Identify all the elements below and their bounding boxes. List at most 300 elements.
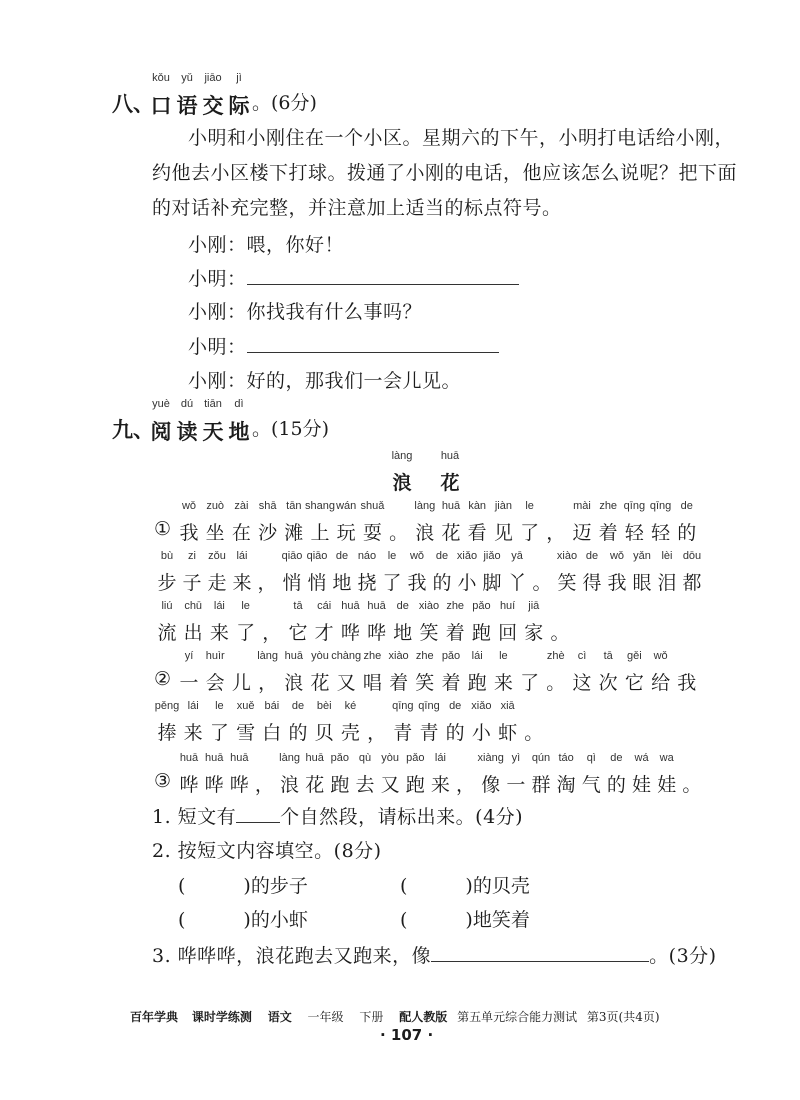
pinyin: huā (341, 600, 360, 612)
pinyin: bái (264, 700, 280, 712)
question-3-prefix: 3. 哗哗哗，浪花跑去又跑来，像 (152, 945, 432, 967)
hanzi: 玩 (336, 522, 356, 544)
hanzi: 跑 (471, 622, 491, 644)
hanzi: 小 (457, 572, 477, 594)
hanzi: 虾 (498, 722, 518, 744)
pinyin: xiǎo (471, 700, 492, 712)
pinyin: wá (634, 752, 649, 764)
pinyin: huā (230, 752, 249, 764)
hanzi: 青 (419, 722, 439, 744)
hanzi: 交 (202, 94, 224, 118)
hanzi: 的 (677, 522, 697, 544)
pinyin: ké (344, 700, 357, 712)
fill-item-text: 的小虾 (250, 909, 308, 931)
close-bracket: ) (243, 909, 251, 931)
pinyin: jiàn (494, 500, 512, 512)
hanzi: 才 (314, 622, 334, 644)
pinyin: cái (317, 600, 332, 612)
hanzi: 跑 (405, 774, 425, 796)
hanzi: 花 (310, 672, 330, 694)
fill-item-2[interactable] (400, 871, 530, 898)
pinyin: làng (257, 650, 278, 662)
fill-item-3[interactable] (178, 905, 308, 932)
pinyin: le (499, 650, 508, 662)
hanzi: 得 (582, 572, 602, 594)
question-3 (152, 941, 717, 968)
question-1-prefix: 1. 短文有 (152, 806, 237, 828)
hanzi: 。 (550, 622, 570, 644)
question-3-suffix: 。(3分) (649, 945, 717, 967)
paragraph-marker: ③ (154, 770, 172, 792)
hanzi: 唱 (362, 672, 382, 694)
hanzi: 壳 (340, 722, 360, 744)
pinyin: zhe (363, 650, 382, 662)
pinyin: de (335, 550, 349, 562)
question-1-suffix: 个自然段，请标出来。(4分) (280, 806, 524, 828)
ruby-cell (549, 600, 571, 644)
hanzi: 小 (471, 722, 491, 744)
hanzi: 我 (607, 572, 627, 594)
pinyin: qiāo (306, 550, 328, 562)
hanzi: 出 (183, 622, 203, 644)
pinyin: kàn (468, 500, 487, 512)
pinyin: cì (577, 650, 587, 662)
hanzi: 的 (432, 572, 452, 594)
pinyin: yǔ (181, 72, 193, 84)
hanzi: 又 (336, 672, 356, 694)
hanzi: 泪 (657, 572, 677, 594)
hanzi: 悄 (307, 572, 327, 594)
hanzi: 滩 (284, 522, 304, 544)
hanzi: 了 (520, 522, 540, 544)
hanzi: 来 (209, 622, 229, 644)
footer-brand: 百年学典 (130, 1010, 179, 1024)
hanzi: 去 (355, 774, 375, 796)
hanzi: 阅 (150, 420, 172, 444)
section-8-number: 八、 (112, 92, 154, 116)
pinyin: tiān (204, 398, 222, 410)
hanzi: 都 (682, 572, 702, 594)
pinyin: wǒ (409, 550, 425, 562)
hanzi: 一 (179, 672, 199, 694)
pinyin: le (525, 500, 534, 512)
hanzi: 笑 (557, 572, 577, 594)
hanzi: 来 (183, 722, 203, 744)
hanzi: 浪 (415, 522, 435, 544)
pinyin: de (610, 752, 623, 764)
ruby-cell (361, 500, 383, 544)
footer-bar (130, 1008, 660, 1025)
pinyin: zuò (206, 500, 225, 512)
ruby-cell (492, 650, 514, 694)
pinyin: jiǎo (483, 550, 501, 562)
ruby-cell (231, 550, 253, 594)
fill-item-1[interactable] (178, 871, 308, 898)
pinyin: xiào (388, 650, 409, 662)
footer-unit: 第五单元综合能力测试 (457, 1010, 578, 1024)
pinyin: kǒu (152, 72, 170, 84)
pinyin: pěng (154, 700, 180, 712)
footer-grade: 一年级 (307, 1010, 344, 1024)
pinyin: de (449, 700, 462, 712)
pinyin: yòu (311, 650, 329, 662)
pinyin: xiǎo (456, 550, 478, 562)
hanzi: 儿 (231, 672, 251, 694)
hanzi: 。 (546, 672, 566, 694)
hanzi: 淘 (556, 774, 576, 796)
hanzi: ， (456, 774, 476, 796)
hanzi: 际 (228, 94, 250, 118)
ruby-cell (523, 600, 545, 644)
hanzi: 笑 (415, 672, 435, 694)
hanzi: 在 (231, 522, 251, 544)
hanzi: 丫 (507, 572, 527, 594)
footer-edition: 配人教版 (399, 1010, 448, 1024)
hanzi: 步 (157, 572, 177, 594)
pinyin: qún (531, 752, 551, 764)
hanzi: 白 (262, 722, 282, 744)
question-2: 2. 按短文内容填空。(8分) (152, 840, 382, 862)
hanzi: 走 (207, 572, 227, 594)
hanzi: 。 (682, 774, 702, 796)
hanzi: 它 (288, 622, 308, 644)
pinyin: xiào (418, 600, 440, 612)
pinyin: wán (336, 500, 357, 512)
pinyin: pǎo (441, 650, 461, 662)
open-bracket: ( (400, 875, 408, 897)
pinyin: dú (180, 398, 194, 410)
hanzi: 了 (382, 572, 402, 594)
pinyin: huā (441, 500, 461, 512)
close-bracket: ) (465, 909, 473, 931)
close-bracket: ) (243, 875, 251, 897)
hanzi: 轻 (651, 522, 671, 544)
pinyin: de (680, 500, 693, 512)
hanzi: 沙 (258, 522, 278, 544)
pinyin: le (387, 550, 397, 562)
pinyin: shang (305, 500, 335, 512)
hanzi: 地 (332, 572, 352, 594)
pinyin: bù (160, 550, 174, 562)
hanzi: 。 (389, 522, 409, 544)
pinyin: wǒ (609, 550, 625, 562)
pinyin: de (291, 700, 305, 712)
hanzi: 。 (524, 722, 544, 744)
hanzi: 浪 (280, 774, 300, 796)
ruby-cell (339, 700, 361, 744)
ruby-cell (204, 650, 226, 694)
hanzi: 坐 (205, 522, 225, 544)
pinyin: náo (357, 550, 377, 562)
section-9-points: 。(15分) (252, 418, 330, 440)
pinyin: zhe (415, 650, 434, 662)
ruby-cell (228, 752, 250, 796)
hanzi: 着 (445, 622, 465, 644)
pinyin: bèi (316, 700, 332, 712)
hanzi: 悄 (282, 572, 302, 594)
hanzi: ， (258, 672, 278, 694)
pinyin: lái (434, 752, 446, 764)
hanzi: 次 (598, 672, 618, 694)
fill-item-4[interactable] (400, 905, 530, 932)
pinyin: qì (586, 752, 596, 764)
pinyin: chàng (331, 650, 362, 662)
hanzi: 跑 (330, 774, 350, 796)
pinyin: lái (213, 600, 225, 612)
hanzi: 轻 (624, 522, 644, 544)
hanzi: 我 (677, 672, 697, 694)
hanzi: 花 (441, 522, 461, 544)
pinyin: huìr (205, 650, 225, 662)
pinyin: táo (558, 752, 574, 764)
hanzi: 哗 (179, 774, 199, 796)
pinyin: yā (511, 550, 523, 562)
ruby-cell (429, 752, 451, 796)
pinyin: yì (511, 752, 521, 764)
hanzi: 的 (445, 722, 465, 744)
pinyin: qīng (623, 500, 646, 512)
dialogue-speaker: 小刚： (188, 370, 247, 392)
pinyin: zǒu (208, 550, 226, 562)
hanzi: 来 (232, 572, 252, 594)
paragraph-marker: ② (154, 668, 172, 690)
hanzi: 见 (493, 522, 513, 544)
section-8-intro-line-3: 的对话补充完整，并注意加上适当的标点符号。 (152, 197, 562, 219)
pinyin: zhe (599, 500, 618, 512)
hanzi: 我 (179, 522, 199, 544)
hanzi: 着 (441, 672, 461, 694)
pinyin: lái (471, 650, 483, 662)
pinyin: shā (258, 500, 277, 512)
hanzi: 捧 (157, 722, 177, 744)
dialogue-speaker: 小明： (188, 268, 247, 290)
pinyin: huā (367, 600, 386, 612)
pinyin: qīng (649, 500, 672, 512)
pinyin: zhe (446, 600, 465, 612)
hanzi: 了 (520, 672, 540, 694)
dialogue-speaker: 小刚： (188, 301, 247, 323)
close-bracket: ) (465, 875, 473, 897)
hanzi: 读 (176, 420, 198, 444)
hanzi: 花 (305, 774, 325, 796)
paragraph-count-blank[interactable] (236, 806, 280, 823)
hanzi: 哗 (340, 622, 360, 644)
hanzi: 语 (176, 94, 198, 118)
footer-term: 下册 (359, 1010, 384, 1024)
hanzi: 挠 (357, 572, 377, 594)
pinyin: jì (236, 72, 242, 84)
pinyin: de (396, 600, 409, 612)
pinyin: huā (284, 650, 303, 662)
fill-item-text: 地笑着 (472, 909, 530, 931)
pinyin: làng (414, 500, 436, 512)
pinyin: qiāo (281, 550, 303, 562)
pinyin: yuè (152, 398, 170, 410)
hanzi: 上 (310, 522, 330, 544)
dialogue-text: 喂，你好！ (246, 234, 345, 256)
pinyin: tān (286, 500, 302, 512)
fill-item-text: 的步子 (250, 875, 308, 897)
ruby-cell (506, 550, 528, 594)
pinyin: qù (358, 752, 372, 764)
hanzi: 一 (506, 774, 526, 796)
dialogue-speaker: 小明： (188, 336, 247, 358)
hanzi: 的 (606, 774, 626, 796)
hanzi: ， (254, 774, 274, 796)
hanzi: 流 (157, 622, 177, 644)
ruby-cell (681, 550, 703, 594)
hanzi: 笑 (419, 622, 439, 644)
hanzi: 花 (440, 472, 460, 494)
hanzi: 雪 (236, 722, 256, 744)
pinyin: yí (184, 650, 194, 662)
hanzi: 地 (393, 622, 413, 644)
pinyin: le (241, 600, 250, 612)
hanzi: 哗 (229, 774, 249, 796)
pinyin: le (215, 700, 224, 712)
ruby-cell (523, 700, 545, 744)
ruby-cell (519, 500, 541, 544)
hanzi: 浪 (392, 472, 412, 494)
pinyin: jiā (528, 600, 540, 612)
hanzi: 娃 (657, 774, 677, 796)
dialogue-text: 好的，那我们一会儿见。 (246, 370, 462, 392)
hanzi: 青 (393, 722, 413, 744)
pinyin: xiào (556, 550, 578, 562)
pinyin: jiāo (204, 72, 222, 84)
hanzi: 了 (236, 622, 256, 644)
hanzi: 天 (202, 420, 224, 444)
hanzi: 我 (407, 572, 427, 594)
pinyin: dì (234, 398, 244, 410)
pinyin: xiā (500, 700, 515, 712)
section-9-number: 九、 (112, 418, 154, 442)
pinyin: qīng (392, 700, 414, 712)
pinyin: qīng (418, 700, 440, 712)
hanzi: 看 (467, 522, 487, 544)
pinyin: huā (179, 752, 199, 764)
pinyin: shuǎ (360, 500, 385, 512)
pinyin: pǎo (472, 600, 491, 612)
hanzi: 来 (430, 774, 450, 796)
hanzi: 眼 (632, 572, 652, 594)
pinyin: chū (184, 600, 203, 612)
pinyin: lèi (661, 550, 673, 562)
hanzi: 着 (598, 522, 618, 544)
pinyin: pǎo (406, 752, 425, 764)
hanzi: 给 (651, 672, 671, 694)
pinyin: tā (603, 650, 613, 662)
pinyin: lái (187, 700, 199, 712)
pinyin: lái (236, 550, 248, 562)
hanzi: ， (262, 622, 282, 644)
pinyin: gěi (627, 650, 642, 662)
pinyin: huā (440, 450, 460, 462)
pinyin: làng (391, 450, 413, 462)
pinyin: yòu (381, 752, 400, 764)
pinyin: zi (188, 550, 196, 562)
hanzi: 它 (624, 672, 644, 694)
ruby-cell (235, 600, 257, 644)
section-8-intro-line-1: 小明和小刚住在一个小区。星期六的下午，小明打电话给小刚， (188, 127, 735, 149)
hanzi: 群 (531, 774, 551, 796)
dialogue-speaker: 小刚： (188, 234, 247, 256)
hanzi: 耍 (362, 522, 382, 544)
hanzi: 子 (182, 572, 202, 594)
hanzi: 的 (288, 722, 308, 744)
ruby-cell (681, 752, 703, 796)
hanzi: ， (546, 522, 566, 544)
paragraph-marker: ① (154, 518, 172, 540)
dialogue-text: 你找我有什么事吗？ (246, 301, 423, 323)
hanzi: 。 (532, 572, 552, 594)
hanzi: 气 (581, 774, 601, 796)
simile-blank[interactable] (431, 945, 649, 962)
page-number: · 107 · (380, 1026, 434, 1044)
pinyin: wǒ (653, 650, 668, 662)
question-1 (152, 802, 523, 829)
hanzi: 跑 (467, 672, 487, 694)
hanzi: 这 (572, 672, 592, 694)
hanzi: 娃 (632, 774, 652, 796)
pinyin: yǎn (633, 550, 651, 562)
pinyin: dōu (682, 550, 702, 562)
hanzi: 迈 (572, 522, 592, 544)
hanzi: 了 (209, 722, 229, 744)
hanzi: ， (367, 722, 387, 744)
hanzi: 口 (150, 94, 172, 118)
ruby-cell (676, 650, 698, 694)
open-bracket: ( (178, 875, 186, 897)
hanzi: 又 (380, 774, 400, 796)
pinyin: zhè (546, 650, 565, 662)
footer-page-info: 第3页(共4页) (586, 1010, 660, 1024)
hanzi: 脚 (482, 572, 502, 594)
ruby-cell (650, 650, 672, 694)
hanzi: 浪 (284, 672, 304, 694)
hanzi: 像 (481, 774, 501, 796)
ruby-cell (656, 752, 678, 796)
open-bracket: ( (178, 909, 186, 931)
hanzi: 地 (228, 420, 250, 444)
pinyin: xiàng (477, 752, 504, 764)
pinyin: pǎo (330, 752, 350, 764)
hanzi: 回 (498, 622, 518, 644)
pinyin: de (585, 550, 599, 562)
hanzi: 着 (389, 672, 409, 694)
footer-series: 课时学练测 (191, 1010, 252, 1024)
hanzi: 会 (205, 672, 225, 694)
hanzi: 哗 (367, 622, 387, 644)
pinyin: wǒ (181, 500, 197, 512)
pinyin: huí (499, 600, 516, 612)
pinyin: xuě (236, 700, 255, 712)
hanzi: ， (257, 572, 277, 594)
pinyin: huā (305, 752, 324, 764)
hanzi: 贝 (314, 722, 334, 744)
pinyin: wa (659, 752, 674, 764)
hanzi: 来 (493, 672, 513, 694)
pinyin: huā (204, 752, 224, 764)
pinyin: tā (293, 600, 303, 612)
footer-subject: 语文 (267, 1010, 292, 1024)
hanzi: 哗 (204, 774, 224, 796)
open-bracket: ( (400, 909, 408, 931)
ruby-cell (676, 500, 698, 544)
pinyin: zài (234, 500, 249, 512)
section-8-intro-line-2: 约他去小区楼下打球。拨通了小刚的电话，他应该怎么说呢？把下面 (152, 162, 738, 184)
ruby-cell (497, 700, 519, 744)
